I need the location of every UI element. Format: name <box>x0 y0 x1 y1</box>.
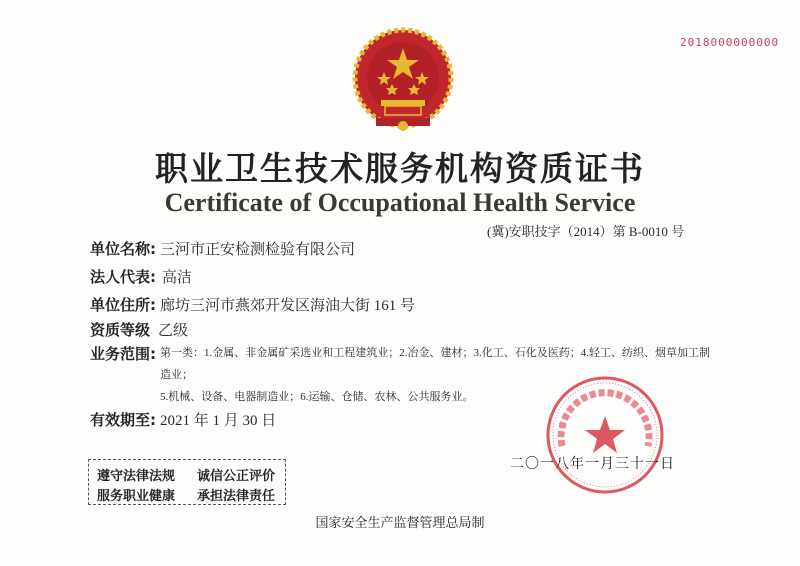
legal-rep-value: 高洁 <box>162 270 193 286</box>
grade-value: 乙级 <box>158 323 189 339</box>
grade-label: 资质等级 <box>90 321 151 339</box>
address-row <box>90 294 415 315</box>
motto-item: 遵守法律法规 <box>97 469 176 484</box>
unit-name-value: 三河市正安检测检验有限公司 <box>160 242 356 258</box>
address-label: 单位住所: <box>90 296 156 314</box>
scope-row <box>90 343 156 364</box>
motto-item: 服务职业健康 <box>97 489 176 504</box>
address-value: 廊坊三河市燕郊开发区海油大街 161 号 <box>160 298 416 314</box>
certificate-number: (冀)安职技字（2014）第 B-0010 号 <box>487 224 685 239</box>
scope-line-1: 第一类：1.金属、非金属矿采选业和工程建筑业；2.冶金、建材；3.化工、石化及医药；4.轻工、纺织、烟草加工制造业； <box>160 347 710 381</box>
motto-item: 承担法律责任 <box>197 489 276 504</box>
validity-row <box>90 409 276 430</box>
grade-row <box>90 319 188 340</box>
unit-name-label: 单位名称: <box>90 240 156 258</box>
validity-value: 2021 年 1 月 30 日 <box>160 413 277 429</box>
unit-name-row <box>90 238 355 259</box>
validity-label: 有效期至: <box>90 411 156 429</box>
certificate-title-english: Certificate of Occupational Health Service <box>164 188 636 217</box>
legal-rep-label: 法人代表: <box>90 268 156 286</box>
national-emblem-icon <box>348 26 458 136</box>
legal-rep-row <box>90 266 192 287</box>
motto-item: 诚信公正评价 <box>197 469 276 484</box>
scope-line-2: 5.机械、设备、电器制造业；6.运输、仓储、农林、公共服务业。 <box>160 391 474 403</box>
scope-label: 业务范围: <box>90 345 156 363</box>
issuer-name: 国家安全生产监督管理总局制 <box>315 516 485 531</box>
official-seal-icon <box>544 374 666 496</box>
motto-box <box>88 459 286 505</box>
certificate-title-chinese: 职业卫生技术服务机构资质证书 <box>155 149 645 188</box>
issue-date: 二〇一八年一月三十一日 <box>510 456 675 472</box>
serial-number: 2018000000000 <box>680 36 780 49</box>
